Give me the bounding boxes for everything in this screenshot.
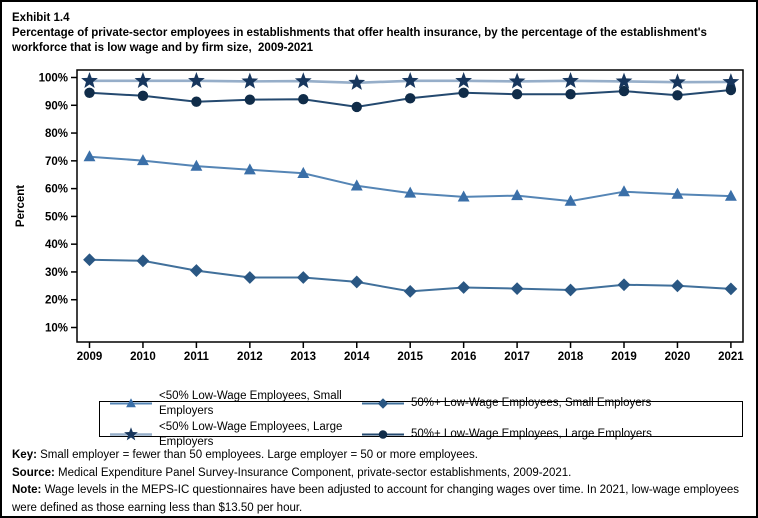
svg-text:50%: 50% <box>44 211 68 224</box>
svg-text:2021: 2021 <box>718 351 744 363</box>
footnotes <box>12 447 752 517</box>
svg-text:40%: 40% <box>44 239 68 252</box>
svg-text:80%: 80% <box>44 128 68 141</box>
svg-text:2014: 2014 <box>343 351 370 363</box>
legend-item-lt50-large <box>109 420 361 450</box>
legend-item-lt50-small <box>109 389 361 419</box>
svg-text:2017: 2017 <box>504 351 530 363</box>
svg-text:2016: 2016 <box>450 351 477 363</box>
svg-text:2018: 2018 <box>557 351 584 363</box>
svg-text:2019: 2019 <box>611 351 637 363</box>
circle-marker-icon <box>361 427 405 442</box>
source-text: Medical Expenditure Panel Survey-Insurance Component, private-sector establishments, 2009-2021. <box>58 466 572 479</box>
legend-item-50plus-large <box>361 420 742 450</box>
title-block <box>12 11 734 56</box>
svg-text:90%: 90% <box>44 100 68 113</box>
svg-text:30%: 30% <box>44 266 68 279</box>
legend-label: <50% Low-Wage Employees, Large Employers <box>159 420 343 448</box>
legend-item-50plus-small <box>361 389 742 419</box>
exhibit-number: Exhibit 1.4 <box>12 12 70 24</box>
svg-text:60%: 60% <box>44 183 68 196</box>
svg-text:10%: 10% <box>44 322 68 335</box>
svg-text:2020: 2020 <box>664 351 691 363</box>
note-label: Note: <box>12 484 42 496</box>
legend-label: 50%+ Low-Wage Employees, Small Employers <box>411 397 652 409</box>
chart-legend <box>99 389 743 448</box>
svg-text:2013: 2013 <box>290 351 317 363</box>
legend-label: <50% Low-Wage Employees, Small Employers <box>159 389 342 417</box>
star-marker-icon <box>109 427 153 442</box>
svg-text:2009: 2009 <box>76 351 103 363</box>
svg-text:20%: 20% <box>44 294 68 307</box>
legend-label: 50%+ Low-Wage Employees, Large Employers <box>411 428 652 440</box>
chart-title: Percentage of private-sector employees in establishments that offer health insurance, by the percentage of the establishment's workforce that is low wage and by firm size, 2009-2021 <box>12 27 711 54</box>
key-label: Key: <box>12 449 37 461</box>
svg-text:2010: 2010 <box>130 351 156 363</box>
svg-text:70%: 70% <box>44 155 68 168</box>
methodology-note <box>12 482 752 517</box>
key-text: Small employer = fewer than 50 employees. Large employer = 50 or more employees. <box>40 449 478 461</box>
source-label: Source: <box>12 466 55 479</box>
source-note <box>12 465 752 483</box>
svg-text:2015: 2015 <box>397 351 423 363</box>
svg-text:100%: 100% <box>38 72 68 85</box>
diamond-marker-icon <box>361 396 405 411</box>
svg-text:2011: 2011 <box>183 351 209 363</box>
svg-text:Percent: Percent <box>15 184 27 228</box>
triangle-marker-icon <box>109 396 153 411</box>
key-note <box>12 447 752 465</box>
note-text: Wage levels in the MEPS-IC questionnaires have been adjusted to account for changing wages over time. In 2021, low-wage employees were defined as those earning less than $13.50 per hour. <box>12 484 740 514</box>
svg-text:2012: 2012 <box>237 351 263 363</box>
